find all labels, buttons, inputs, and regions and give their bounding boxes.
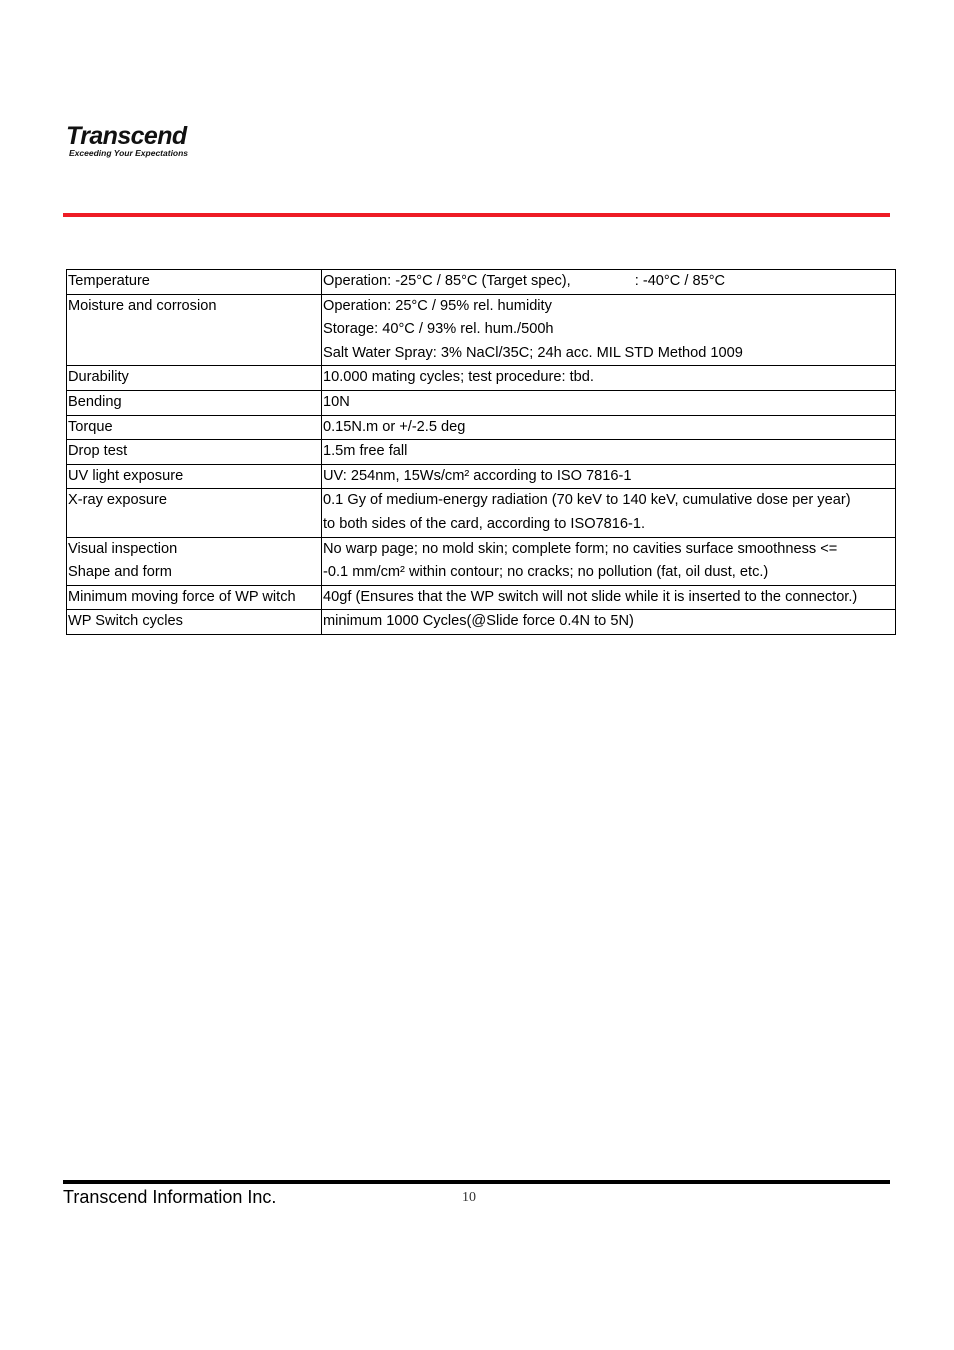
specification-text bbox=[323, 465, 894, 489]
parameter-label: Torque bbox=[68, 418, 113, 435]
parameter-cell bbox=[67, 489, 322, 537]
specification-value: Salt Water Spray: 3% NaCl/35C; 24h acc. MIL STD Method 1009 bbox=[323, 344, 743, 361]
parameter-cell bbox=[67, 537, 322, 585]
parameter-label: Bending bbox=[68, 393, 122, 410]
parameter-cell bbox=[67, 366, 322, 391]
specification-cell bbox=[322, 366, 896, 391]
specification-cell bbox=[322, 415, 896, 440]
specification-value: 0.15N.m or +/-2.5 deg bbox=[323, 418, 466, 435]
parameter-cell bbox=[67, 464, 322, 489]
specification-cell bbox=[322, 390, 896, 415]
specification-value: minimum 1000 Cycles(@Slide force 0.4N to 5N) bbox=[323, 613, 634, 630]
specification-value: 10N bbox=[323, 393, 350, 410]
specification-text bbox=[323, 586, 894, 610]
parameter-cell bbox=[67, 270, 322, 295]
logo-tagline: Exceeding Your Expectations bbox=[69, 148, 189, 158]
specification-text bbox=[323, 416, 894, 440]
specification-value: -0.1 mm/cm² within contour; no cracks; no pollution (fat, oil dust, etc.) bbox=[323, 564, 769, 581]
specification-cell bbox=[322, 270, 896, 295]
specification-text bbox=[323, 513, 894, 537]
parameter-label: UV light exposure bbox=[68, 467, 184, 484]
specification-text bbox=[323, 295, 894, 319]
specification-cell bbox=[322, 610, 896, 635]
specification-value: to both sides of the card, according to ISO7816-1. bbox=[323, 515, 646, 532]
specification-value: 40gf (Ensures that the WP switch will not slide while it is inserted to the connector.) bbox=[323, 588, 858, 605]
footer-company-name: Transcend Information Inc. bbox=[63, 1187, 277, 1207]
specification-cell bbox=[322, 585, 896, 610]
specification-text bbox=[323, 538, 894, 562]
specification-cell bbox=[322, 489, 896, 537]
specification-cell bbox=[322, 464, 896, 489]
parameter-cell bbox=[67, 294, 322, 366]
specification-text bbox=[323, 366, 894, 390]
table-row bbox=[67, 585, 896, 610]
parameter-label: WP Switch cycles bbox=[68, 613, 183, 630]
specification-text bbox=[323, 318, 894, 342]
table-row bbox=[67, 390, 896, 415]
parameter-label: X-ray exposure bbox=[68, 492, 167, 509]
specification-text bbox=[323, 610, 894, 634]
parameter-label: Visual inspection bbox=[68, 540, 178, 557]
table-row bbox=[67, 440, 896, 465]
specification-value: 0.1 Gy of medium-energy radiation (70 keV to 140 keV, cumulative dose per year) bbox=[323, 492, 851, 509]
parameter-label: Moisture and corrosion bbox=[68, 297, 217, 314]
footer-divider bbox=[63, 1180, 890, 1184]
specification-value: No warp page; no mold skin; complete form; no cavities surface smoothness <= bbox=[323, 540, 838, 557]
specification-cell bbox=[322, 294, 896, 366]
specification-text bbox=[323, 561, 894, 585]
parameter-cell bbox=[67, 390, 322, 415]
table-row bbox=[67, 415, 896, 440]
specification-cell bbox=[322, 537, 896, 585]
specification-text bbox=[323, 440, 894, 464]
table-row bbox=[67, 294, 896, 366]
table-row bbox=[67, 610, 896, 635]
parameter-cell bbox=[67, 585, 322, 610]
table-row bbox=[67, 537, 896, 585]
specification-text bbox=[323, 270, 894, 294]
parameter-cell bbox=[67, 415, 322, 440]
parameter-cell bbox=[67, 440, 322, 465]
table-row bbox=[67, 270, 896, 295]
reliability-spec-table bbox=[66, 269, 896, 635]
table-row bbox=[67, 489, 896, 537]
page-number: 10 bbox=[462, 1190, 476, 1205]
parameter-label: Minimum moving force of WP witch bbox=[68, 588, 296, 605]
specification-text bbox=[323, 391, 894, 415]
table-row bbox=[67, 366, 896, 391]
specification-value: UV: 254nm, 15Ws/cm² according to ISO 7816-1 bbox=[323, 467, 632, 484]
specification-value: 10.000 mating cycles; test procedure: tbd. bbox=[323, 369, 594, 386]
specification-text bbox=[323, 342, 894, 366]
header-divider bbox=[63, 213, 890, 217]
specification-value: Operation: -25°C / 85°C (Target spec), bbox=[323, 273, 571, 289]
parameter-label: Durability bbox=[68, 369, 129, 386]
specification-text bbox=[323, 489, 894, 513]
parameter-label: Drop test bbox=[68, 443, 128, 460]
specification-value: 1.5m free fall bbox=[323, 443, 408, 460]
parameter-label: Shape and form bbox=[68, 564, 172, 581]
parameter-cell bbox=[67, 610, 322, 635]
table-row bbox=[67, 464, 896, 489]
specification-cell bbox=[322, 440, 896, 465]
specification-value: Operation: 25°C / 95% rel. humidity bbox=[323, 297, 552, 314]
parameter-label: Temperature bbox=[68, 273, 150, 289]
spec-table-body bbox=[67, 270, 896, 635]
logo-wordmark: Transcend bbox=[66, 122, 187, 150]
transcend-logo bbox=[66, 122, 201, 162]
specification-suffix: : -40°C / 85°C bbox=[634, 273, 726, 289]
specification-value: Storage: 40°C / 93% rel. hum./500h bbox=[323, 321, 554, 338]
